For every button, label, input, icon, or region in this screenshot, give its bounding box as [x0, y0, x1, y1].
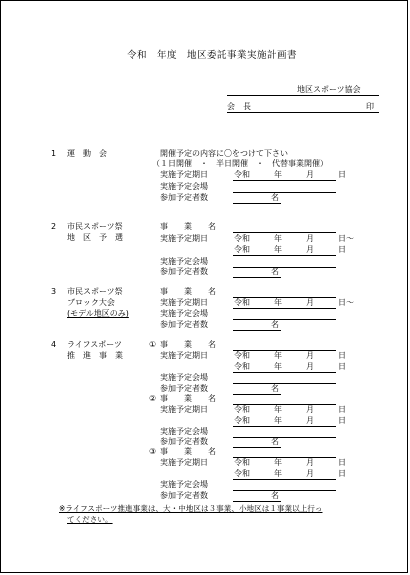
s2-participants-line	[233, 277, 281, 278]
s4b3-event-label: 事 業 名	[160, 447, 216, 456]
section-4-title-line1: ライフスポーツ	[67, 340, 122, 349]
s4b2-event-label: 事 業 名	[160, 394, 216, 403]
s4b3-date-line	[233, 479, 336, 480]
s4b2-date-1: 令和 年 月 日	[234, 405, 346, 414]
section-4-title-line2: 推 進 事 業	[67, 351, 123, 360]
s3-participants-line	[233, 330, 281, 331]
s4b3-participants-unit: 名	[271, 491, 279, 500]
seal-mark: 印	[366, 102, 374, 111]
s2-event-label: 事 業 名	[160, 222, 216, 231]
s4b3-venue-label: 実施予定会場	[160, 480, 208, 489]
section-3-title-line2: ブロック大会	[67, 298, 115, 307]
s4b1-participants-unit: 名	[271, 384, 279, 393]
s4b3-participants-line	[233, 501, 281, 502]
s4b1-event-label: 事 業 名	[160, 340, 216, 349]
section-2-title-line2: 地 区 予 選	[67, 233, 123, 242]
s3-schedule-label: 実施予定期日	[160, 298, 208, 307]
s4b3-participants-label: 参加予定者数	[160, 491, 208, 500]
s4b2-date-line	[233, 426, 336, 427]
s1-schedule-line	[233, 180, 336, 181]
s4b3-venue-line	[233, 490, 336, 491]
s4b1-participants-label: 参加予定者数	[160, 384, 208, 393]
s4-marker-1: ①	[149, 340, 157, 349]
s4b3-date-2: 令和 年 月 日	[234, 469, 346, 478]
section-1-number: 1	[51, 149, 57, 158]
s4b2-participants-line	[233, 447, 281, 448]
s4b3-date-1: 令和 年 月 日	[234, 458, 346, 467]
section-1-title: 運 動 会	[67, 149, 107, 158]
section-2-number: 2	[51, 222, 57, 231]
s4b1-date-line	[233, 372, 336, 373]
org-underline	[227, 95, 379, 96]
section-3-number: 3	[51, 287, 57, 296]
s4b1-date-1: 令和 年 月 日	[234, 351, 346, 360]
s3-date-line	[233, 308, 336, 309]
s3-participants-unit: 名	[271, 320, 279, 329]
s2-participants-label: 参加予定者数	[160, 267, 208, 276]
s3-venue-line	[233, 319, 336, 320]
chair-underline	[227, 112, 379, 113]
s1-schedule-date: 令和 年 月 日	[234, 170, 346, 179]
section-3-title-line1: 市民スポーツ祭	[67, 287, 123, 296]
s2-venue-line	[233, 267, 336, 268]
s2-event-line	[233, 232, 336, 233]
section-1-options: （１日開催 ・ 半日開催 ・ 代替事業開催）	[152, 159, 328, 168]
s1-participants-unit: 名	[271, 193, 279, 202]
s4b2-venue-label: 実施予定会場	[160, 427, 208, 436]
s1-participants-line	[233, 203, 281, 204]
s4b1-venue-label: 実施予定会場	[160, 373, 208, 382]
org-name: 地区スポーツ協会	[297, 85, 361, 94]
s4b1-date-2: 令和 年 月 日	[234, 362, 346, 371]
s1-venue-line	[233, 192, 336, 193]
footnote-line-2: てください。	[67, 515, 113, 524]
footnote-line-1: ※ライフスポーツ推進事業は、大・中地区は３事業、小地区は１事業以上行っ	[59, 504, 323, 513]
section-1-instruction: 開催予定の内容に〇をつけて下さい	[160, 149, 288, 158]
s4b2-date-2: 令和 年 月 日	[234, 416, 346, 425]
s4-marker-3: ③	[149, 447, 157, 456]
s4b2-participants-unit: 名	[271, 437, 279, 446]
section-3-title-line3: (モデル地区のみ)	[67, 309, 129, 318]
chair-label: 会 長	[227, 102, 251, 111]
s4b1-participants-line	[233, 394, 281, 395]
s4b3-schedule-label: 実施予定期日	[160, 458, 208, 467]
s3-participants-label: 参加予定者数	[160, 320, 208, 329]
s4b2-venue-line	[233, 437, 336, 438]
s3-venue-label: 実施予定会場	[160, 309, 208, 318]
document-title: 令和 年度 地区委託事業実施計画書	[127, 50, 298, 61]
s4b1-schedule-label: 実施予定期日	[160, 351, 208, 360]
s2-date-1: 令和 年 月 日～	[234, 234, 354, 243]
s2-participants-unit: 名	[271, 267, 279, 276]
s2-venue-label: 実施予定会場	[160, 257, 208, 266]
s4-marker-2: ②	[149, 394, 157, 403]
s2-date-2: 令和 年 月 日	[234, 245, 346, 254]
s4b2-participants-label: 参加予定者数	[160, 437, 208, 446]
s3-event-label: 事 業 名	[160, 287, 216, 296]
section-2-title-line1: 市民スポーツ祭	[67, 222, 123, 231]
s3-date: 令和 年 月 日～	[234, 298, 354, 307]
s1-participants-label: 参加予定者数	[160, 193, 208, 202]
s1-venue-label: 実施予定会場	[160, 182, 208, 191]
s2-date-line	[233, 255, 336, 256]
s4b1-venue-line	[233, 383, 336, 384]
section-4-number: 4	[51, 340, 57, 349]
s4b2-schedule-label: 実施予定期日	[160, 405, 208, 414]
s2-schedule-label: 実施予定期日	[160, 234, 208, 243]
s1-schedule-label: 実施予定期日	[160, 170, 208, 179]
